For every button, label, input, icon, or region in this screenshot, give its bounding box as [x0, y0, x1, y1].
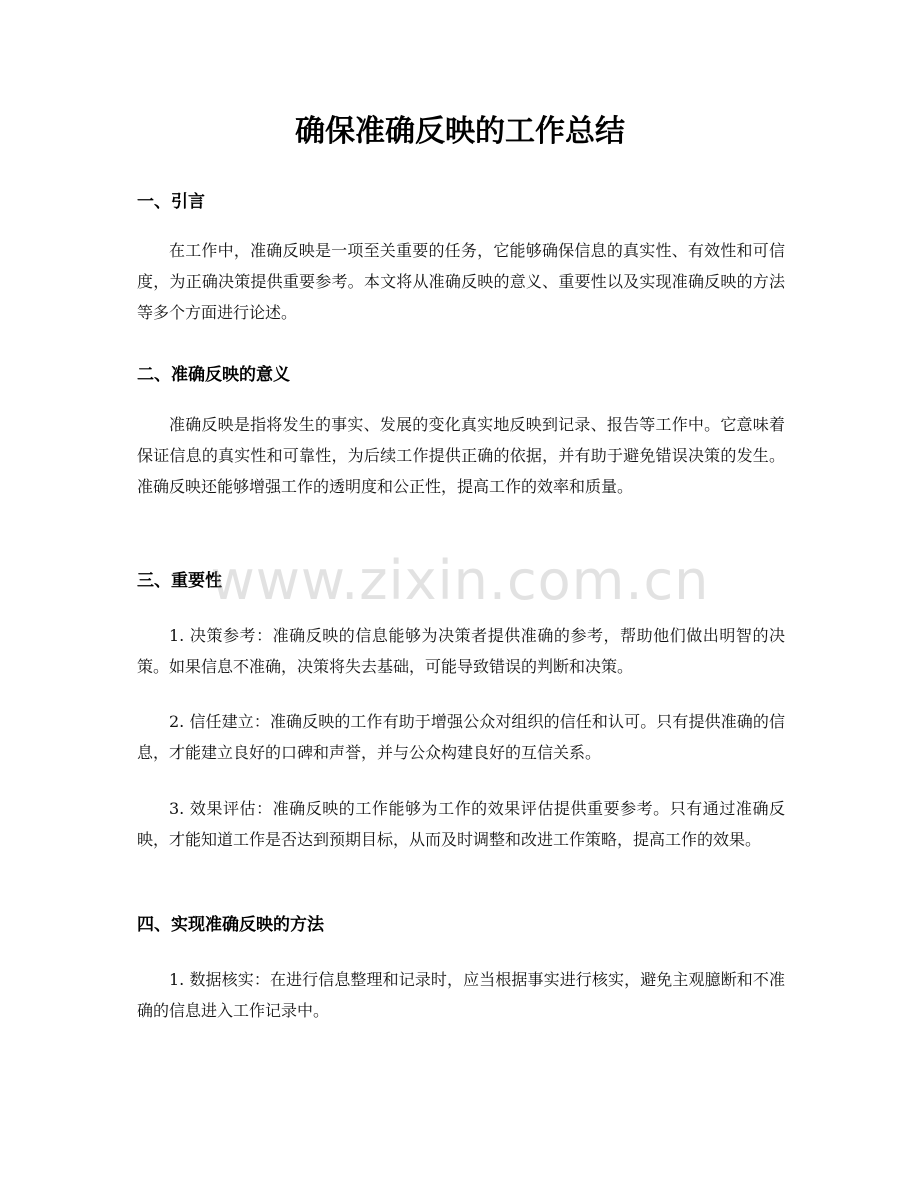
- page-title: 确保准确反映的工作总结: [295, 114, 625, 149]
- paragraph-importance-3: 3. 效果评估：准确反映的工作能够为工作的效果评估提供重要参考。只有通过准确反映，才能知道工作是否达到预期目标，从而及时调整和改进工作策略，提高工作的效果。: [137, 799, 785, 849]
- section-heading-meaning: 二、准确反映的意义: [137, 365, 290, 385]
- watermark-text: www.zixin.com.cn: [210, 549, 710, 612]
- paragraph-methods-1: 1. 数据核实：在进行信息整理和记录时，应当根据事实进行核实，避免主观臆断和不准确的信息进入工作记录中。: [137, 970, 785, 1020]
- paragraph-introduction: 在工作中，准确反映是一项至关重要的任务，它能够确保信息的真实性、有效性和可信度，为正确决策提供重要参考。本文将从准确反映的意义、重要性以及实现准确反映的方法等多个方面进行论述。: [137, 241, 785, 322]
- section-heading-methods: 四、实现准确反映的方法: [137, 915, 324, 935]
- paragraph-importance-2: 2. 信任建立：准确反映的工作有助于增强公众对组织的信任和认可。只有提供准确的信息，才能建立良好的口碑和声誉，并与公众构建良好的互信关系。: [137, 712, 785, 762]
- section-heading-importance: 三、重要性: [137, 571, 222, 591]
- paragraph-importance-1: 1. 决策参考：准确反映的信息能够为决策者提供准确的参考，帮助他们做出明智的决策。如果信息不准确，决策将失去基础，可能导致错误的判断和决策。: [137, 626, 785, 676]
- paragraph-meaning: 准确反映是指将发生的事实、发展的变化真实地反映到记录、报告等工作中。它意味着保证信息的真实性和可靠性，为后续工作提供正确的依据，并有助于避免错误决策的发生。准确反映还能够增强工作的透明度和公正性，提高工作的效率和质量。: [137, 415, 785, 496]
- section-heading-introduction: 一、引言: [137, 192, 205, 212]
